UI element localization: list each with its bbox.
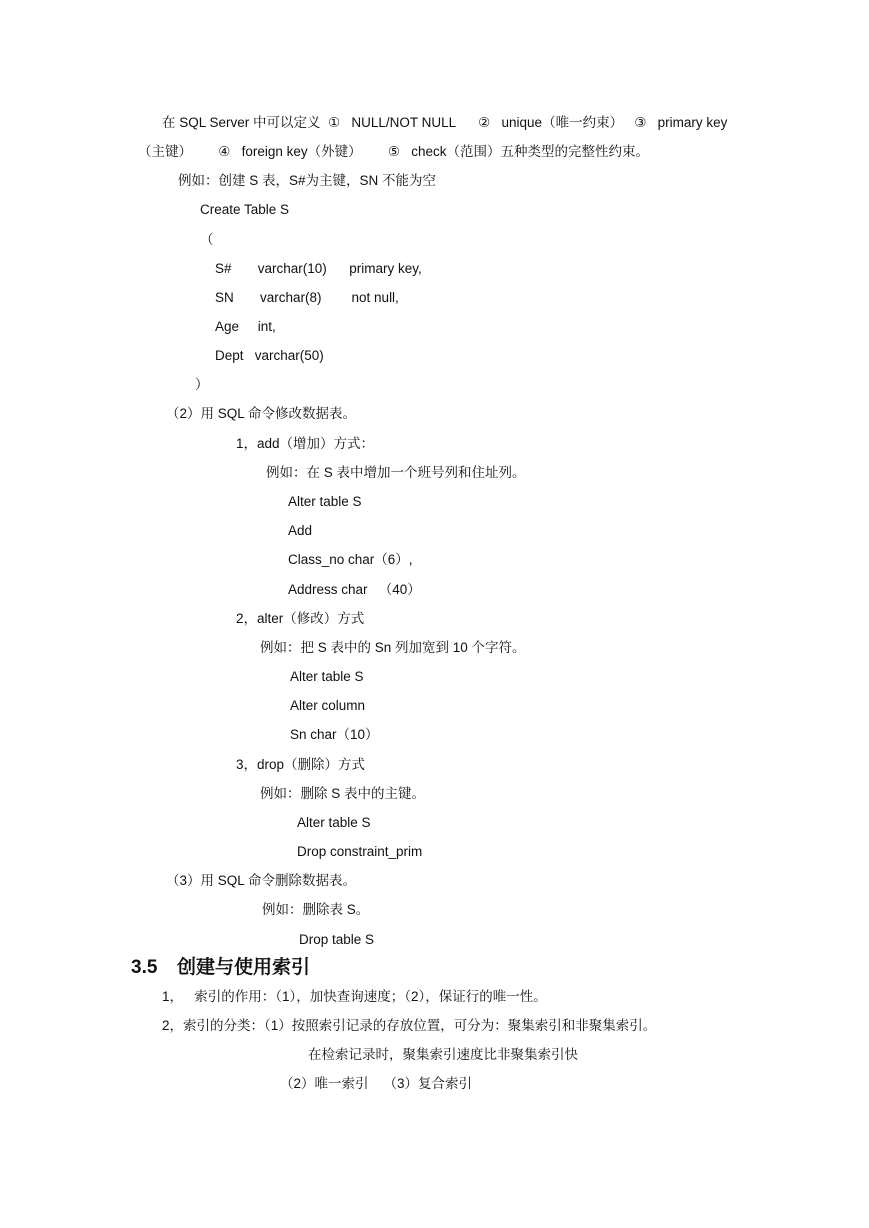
add-code-line: Address char （40）	[288, 582, 421, 597]
create-code-open: （	[200, 232, 214, 247]
alter-example: 例如：把 S 表中的 Sn 列加宽到 10 个字符。	[260, 640, 526, 655]
delete-title: （3）用 SQL 命令删除数据表。	[166, 873, 357, 888]
create-code-row: S# varchar(10) primary key,	[215, 261, 422, 276]
drop-example: 例如：删除 S 表中的主键。	[260, 786, 426, 801]
index-item-1: 1， 索引的作用：（1），加快查询速度；（2），保证行的唯一性。	[162, 989, 547, 1004]
intro-line-1: 在 SQL Server 中可以定义 ① NULL/NOT NULL ② unique（唯一约束） ③ primary key	[162, 115, 728, 130]
alter-code-line: Sn char（10）	[290, 727, 379, 742]
alter-code-line: Alter column	[290, 698, 366, 713]
section-heading	[131, 956, 310, 980]
section-number: 3.5	[131, 957, 158, 978]
add-code-line: Class_no char（6）,	[288, 552, 413, 567]
intro-line-2: （主键） ④ foreign key（外键） ⑤ check（范围）五种类型的完整性约束。	[138, 144, 650, 159]
create-code-row: Dept varchar(50)	[215, 348, 324, 363]
alter-title: 2，alter（修改）方式	[236, 611, 365, 626]
drop-title: 3，drop（删除）方式	[236, 757, 366, 772]
index-item-2-note: 在检索记录时，聚集索引速度比非聚集索引快	[308, 1047, 578, 1062]
delete-code: Drop table S	[299, 932, 375, 947]
drop-code-line: Drop constraint_prim	[297, 844, 423, 859]
alter-code-line: Alter table S	[290, 669, 364, 684]
section-title: 创建与使用索引	[177, 957, 311, 978]
create-code-row: SN varchar(8) not null,	[215, 290, 399, 305]
index-item-2: 2，索引的分类：（1）按照索引记录的存放位置，可分为：聚集索引和非聚集索引。	[162, 1018, 657, 1033]
add-example: 例如：在 S 表中增加一个班号列和住址列。	[266, 465, 526, 480]
create-code-close: ）	[195, 377, 209, 392]
index-item-2-more: （2）唯一索引 （3）复合索引	[280, 1076, 473, 1091]
drop-code-line: Alter table S	[297, 815, 371, 830]
add-code-line: Add	[288, 523, 313, 538]
modify-title: （2）用 SQL 命令修改数据表。	[166, 406, 357, 421]
delete-example: 例如：删除表 S。	[262, 902, 370, 917]
add-code-line: Alter table S	[288, 494, 362, 509]
intro-example: 例如：创建 S 表，S#为主键，SN 不能为空	[178, 173, 437, 188]
create-code-row: Age int,	[215, 319, 276, 334]
create-code-head: Create Table S	[200, 202, 290, 217]
add-title: 1，add（增加）方式：	[236, 436, 375, 451]
